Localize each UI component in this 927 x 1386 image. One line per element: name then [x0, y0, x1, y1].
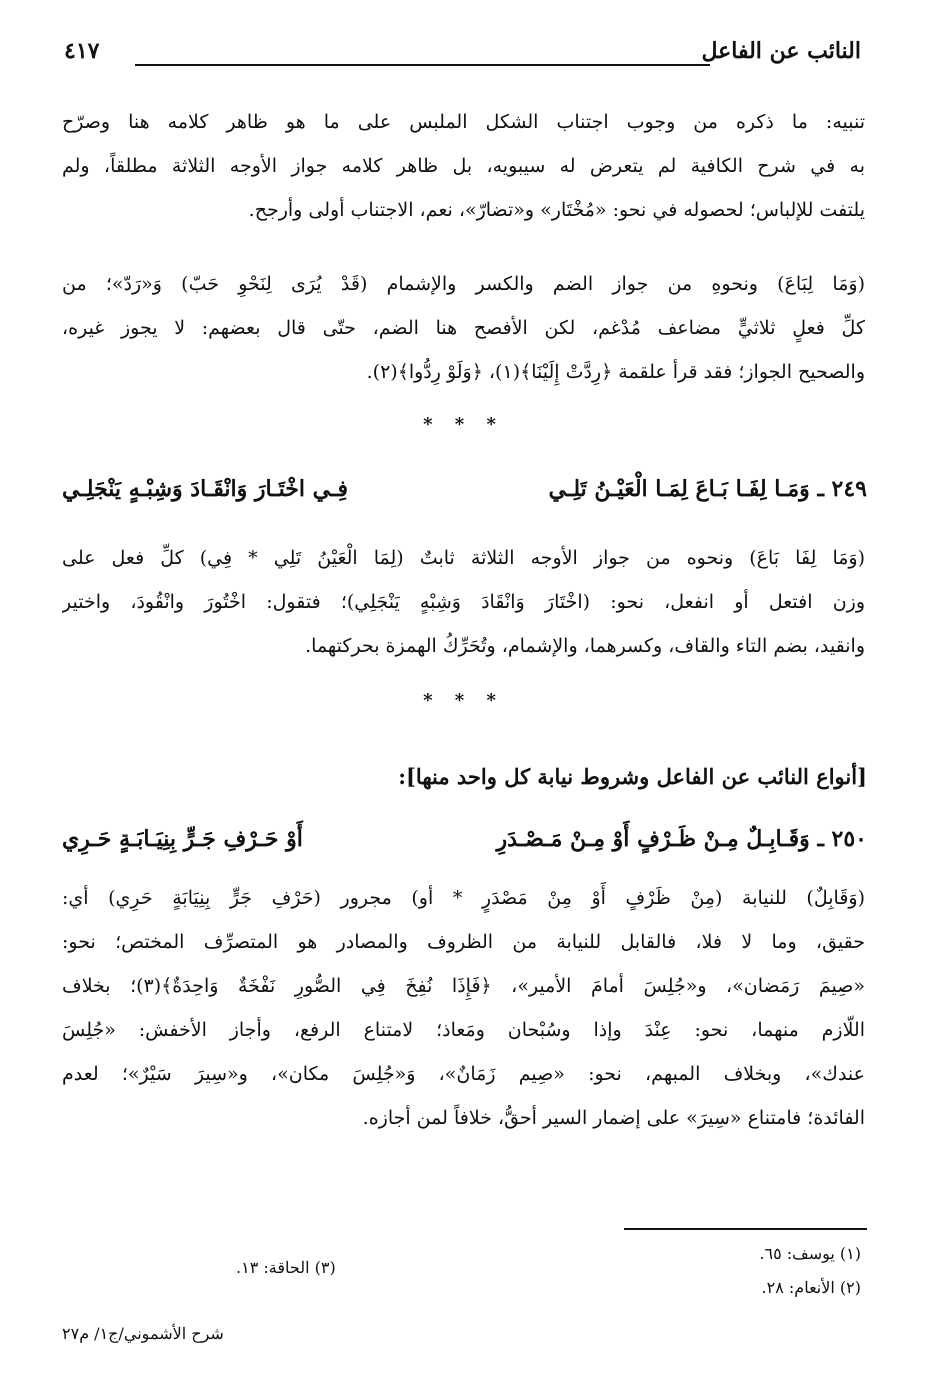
paragraph-line: (وَمَا لِفَا بَاعَ) ونحوه من جواز الأوجه الثلاثة ثابتٌ (لِمَا الْعَيْنُ تَلِي * فِي) كلِّ فعل على: [62, 547, 865, 569]
paragraph-line: والصحيح الجواز؛ فقد قرأ علقمة ﴿رِدَّتْ إِلَيْنَا﴾(١)، ﴿وَلَوْ رِدُّوا﴾(٢).: [366, 361, 865, 383]
running-header-title: النائب عن الفاعل: [701, 38, 861, 64]
paragraph-line: وانقيد، بضم التاء والقاف، وكسرهما، والإشمام، وتُحَرِّكُ الهمزة بحركتهما.: [305, 635, 865, 657]
paragraph-line: يلتفت للإلباس؛ لحصوله في نحو: «مُخْتَار» و«تضارّ»، نعم، الاجتناب أولى وأرجح.: [248, 199, 865, 221]
footnote-1: (١) يوسف: ٦٥.: [759, 1244, 861, 1263]
footnote-rule: [624, 1228, 867, 1230]
footnote-3: (٣) الحاقة: ١٣.: [236, 1258, 336, 1277]
paragraph-ma-libaa: [62, 262, 865, 394]
paragraph-qabil: [62, 876, 865, 1140]
section-separator: * * *: [423, 690, 504, 711]
verse-first-hemistich: ٢٤٩ ـ وَمَـا لِفَـا بَـاعَ لِمَـا الْعَيْـنُ تَلِـي: [548, 476, 867, 502]
paragraph-line: عندك»، وبخلاف المبهم، نحو: «صِيم زَمَانٌ»، وَ«جُلِسَ مكان»، و«سِيرَ سَيْرٌ»؛ لعدم: [62, 1063, 865, 1085]
verse-first-hemistich: ٢٥٠ ـ وَقَـابِـلٌ مِـنْ ظَـرْفٍ أَوْ مِـنْ مَـصْـدَرِ: [496, 826, 867, 852]
paragraph-line: كلِّ فعلٍ ثلاثيٍّ مضاعف مُدْغم، لكن الأفصح هنا الضم، حتّى قال بعضهم: لا يجوز غيره،: [62, 317, 865, 339]
header-rule: [135, 64, 710, 66]
verse-second-hemistich: فِـي اخْتَـارَ وَانْقَـادَ وَشِبْـهٍ يَنْجَلِـي: [62, 476, 348, 502]
page-signature: شرح الأشموني/ج١/ م٢٧: [62, 1324, 224, 1343]
footnote-2: (٢) الأنعام: ٢٨.: [761, 1278, 861, 1297]
paragraph-line: وزن افتعل أو انفعل، نحو: (اخْتَارَ وَانْقَادَ وَشِبْهٍ يَنْجَلِي)؛ فتقول: اخْتُورَ وانْقُودَ، واختير: [62, 591, 865, 613]
paragraph-line: «صِيمَ رَمَضان»، و«جُلِسَ أمامَ الأمير»، ﴿فَإِذَا نُفِخَ فِي الصُّورِ نَفْخَةٌ وَاحِدَةٌ﴾(٣)؛ بخلاف: [62, 975, 865, 997]
paragraph-line: به في شرح الكافية لم يتعرض له سيبويه، بل ظاهر كلامه جواز الأوجه الثلاثة مطلقاً، ولم: [62, 155, 865, 177]
paragraph-line: (وَقَابِلٌ) للنيابة (مِنْ ظَرْفٍ أَوْ مِنْ مَصْدَرٍ * أو) مجرور (حَرْفِ جَرٍّ بِنِيَابَةٍ حَرِي) أي:: [62, 887, 865, 909]
verse-249: [62, 476, 867, 520]
section-separator: * * *: [423, 414, 504, 435]
paragraph-ma-lifa-baa: [62, 536, 865, 668]
paragraph-line: (وَمَا لِبَاعَ) ونحوهِ من جواز الضم والكسر والإشمام (قَدْ يُرَى لِنَحْوِ حَبّ) وَ«رَدّ»؛ من: [62, 273, 865, 295]
verse-second-hemistich: أَوْ حَـرْفِ جَـرٍّ بِنِيَـابَـةٍ حَـرِي: [62, 826, 303, 852]
paragraph-line: حقيق، وما لا فلا، فالقابل للنيابة من الظروف والمصادر هو المتصرِّف المختص؛ نحو:: [62, 931, 865, 953]
paragraph-tanbih: [62, 100, 865, 232]
paragraph-line: اللّازم منهما، نحو: عِنْدَ وإذا وسُبْحان ومَعاذ؛ لامتناع الرفع، وأجاز الأخفش: «جُلِسَ: [62, 1019, 865, 1041]
paragraph-line: تنبيه: ما ذكره من وجوب اجتناب الشكل الملبس على ما هو ظاهر كلامه هنا وصرّح: [62, 111, 865, 133]
verse-250: [62, 826, 867, 870]
section-heading: [أنواع النائب عن الفاعل وشروط نيابة كل واحد منها]:: [398, 764, 867, 789]
page-number: ٤١٧: [64, 38, 100, 64]
paragraph-line: الفائدة؛ فامتناع «سِيرَ» على إضمار السير أحقُّ، خلافاً لمن أجازه.: [362, 1107, 865, 1129]
